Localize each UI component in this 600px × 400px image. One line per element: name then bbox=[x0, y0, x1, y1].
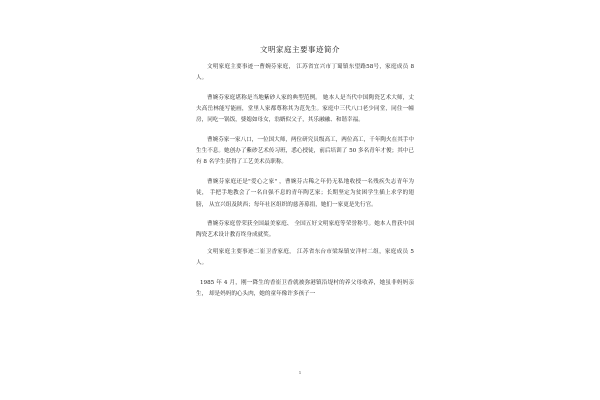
document-body bbox=[196, 62, 414, 309]
paragraph-family-1-intro: 文明家庭主要事迹一曹婉芬家庭， 江苏省宜兴市丁蜀镇东望路58号，家庭成员 8人。 bbox=[196, 64, 414, 82]
paragraph-family-1-overview: 曹婉芬家庭堪称是当地紫砂人家的典型范例。 她本人是当代中国陶瓷艺术大师，丈夫高岳林能写能画，堂里人家都尊称其为范先生。家庭中三代八口老少同堂，同住一幢房，同吃一锅饭，婆媳如母女，翁婿似父子，其乐融融、和谐幸福。 bbox=[196, 94, 414, 124]
paragraph-family-2-intro: 文明家庭主要事迹二崔卫香家庭， 江苏省东台市梁垛镇安洋村二组，家庭成员 5 人。 bbox=[196, 249, 414, 267]
paragraph-family-1-craft: 曹婉芬家一家八口，一位国大师，两位研究员级高工，两位高工，千年陶火在其手中生生不息。她创办了紫砂艺术传习班，悉心授徒，前后培训了 50 多名青年才俊；其中已有 8 名学生获得了工艺美术员职称。 bbox=[196, 137, 414, 166]
paragraph-family-1-charity: 曹婉芬家庭还是"爱心之家" ，曹婉芬古稀之年仍无私地收授一名残疾失志青年为徒， 手把手地教会了一名自强不息的青年陶艺家；长期坚定为贫困学生插上求学的翅膀， 从宜兴组及陕西；每年社区组织的慈善募捐，她们一家更是先行官。 bbox=[196, 179, 414, 208]
page-title: 文明家庭主要事迹简介 bbox=[260, 45, 340, 54]
page-number: 1 bbox=[298, 370, 302, 375]
paragraph-family-1-honors: 曹婉芬家庭曾荣获全国最美家庭、 全国五好文明家庭等荣誉称号。她本人曾获中国陶瓷艺术设计教育终身成就奖。 bbox=[196, 221, 414, 239]
paragraph-family-2-story: 1985 年 4 月，刚一降生的香崔卫香就被弥港镇沿堤村的养父母收养，她虽非妈妈亲生， 却是妈妈的心头肉，她的童年像许多孩子一 bbox=[196, 280, 414, 298]
